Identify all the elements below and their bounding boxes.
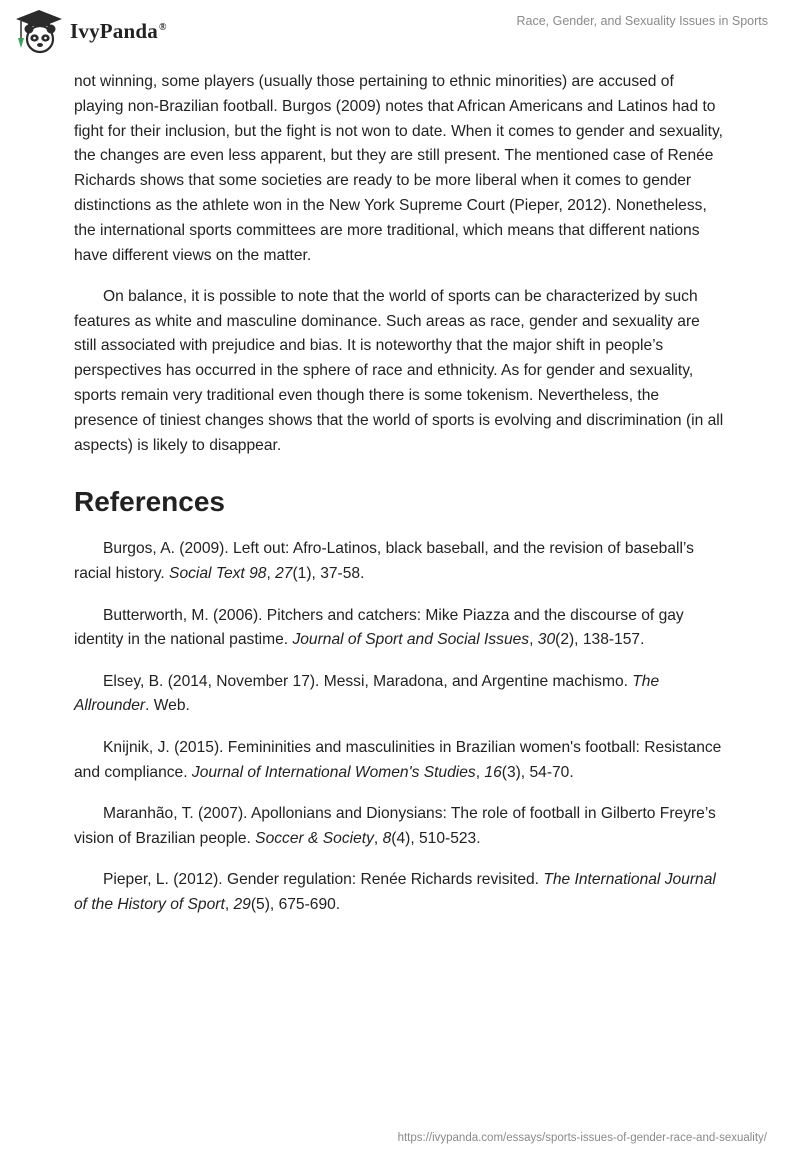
panda-graduate-icon [14, 8, 64, 54]
reference-item: Knijnik, J. (2015). Femininities and masculinities in Brazilian women's football: Resistance and compliance. Journal of International Women's Studies, 16(3), 54-70. [74, 738, 722, 781]
reference-item: Butterworth, M. (2006). Pitchers and catchers: Mike Piazza and the discourse of gay identity in the national pastime. Journal of Sport and Social Issues, 30(2), 138-157. [74, 606, 684, 649]
ivypanda-logo[interactable] [14, 8, 167, 54]
essay-content [74, 70, 726, 934]
reference-item: Elsey, B. (2014, November 17). Messi, Maradona, and Argentine machismo. The Allrounder. Web. [74, 672, 660, 715]
body-paragraph: On balance, it is possible to note that the world of sports can be characterized by such features as white and masculine dominance. Such areas as race, gender and sexuality are still associated with prejudice and bias. It is noteworthy that the major shift in people’s perspectives has occurred in the sphere of race and ethnicity. As for gender and sexuality, sports remain very traditional even though there is some tokenism. Nevertheless, the presence of tiniest changes shows that the world of sports is evolving and discrimination (in all aspects) is likely to disappear. [74, 287, 724, 454]
body-paragraph: not winning, some players (usually those pertaining to ethnic minorities) are accused of playing non-Brazilian football. Burgos (2009) notes that African Americans and Latinos had to fight for their inclusion, but the fight is not won to date. When it comes to gender and sexuality, the changes are even less apparent, but they are still present. The mentioned case of Renée Richards shows that some societies are ready to be more liberal when it comes to gender distinctions as the athlete won in the New York Supreme Court (Pieper, 2012). Nonetheless, the international sports committees are more traditional, which means that different nations have different views on the matter. [74, 73, 723, 264]
reference-item: Pieper, L. (2012). Gender regulation: Renée Richards revisited. The International Journal of the History of Sport, 29(5), 675-690. [74, 870, 716, 913]
source-url-link[interactable]: https://ivypanda.com/essays/sports-issues-of-gender-race-and-sexuality/ [397, 1132, 767, 1144]
page-header [0, 0, 800, 64]
running-title: Race, Gender, and Sexuality Issues in Sports [516, 14, 768, 28]
logo-wordmark: IvyPanda® [70, 18, 167, 43]
reference-item: Burgos, A. (2009). Left out: Afro-Latinos, black baseball, and the revision of baseball’s racial history. Social Text 98, 27(1), 37-58. [74, 540, 694, 583]
references-heading: References [74, 486, 225, 518]
reference-item: Maranhão, T. (2007). Apollonians and Dionysians: The role of football in Gilberto Freyre’s vision of Brazilian people. Soccer & Society, 8(4), 510-523. [74, 804, 716, 847]
references-list [74, 537, 726, 917]
